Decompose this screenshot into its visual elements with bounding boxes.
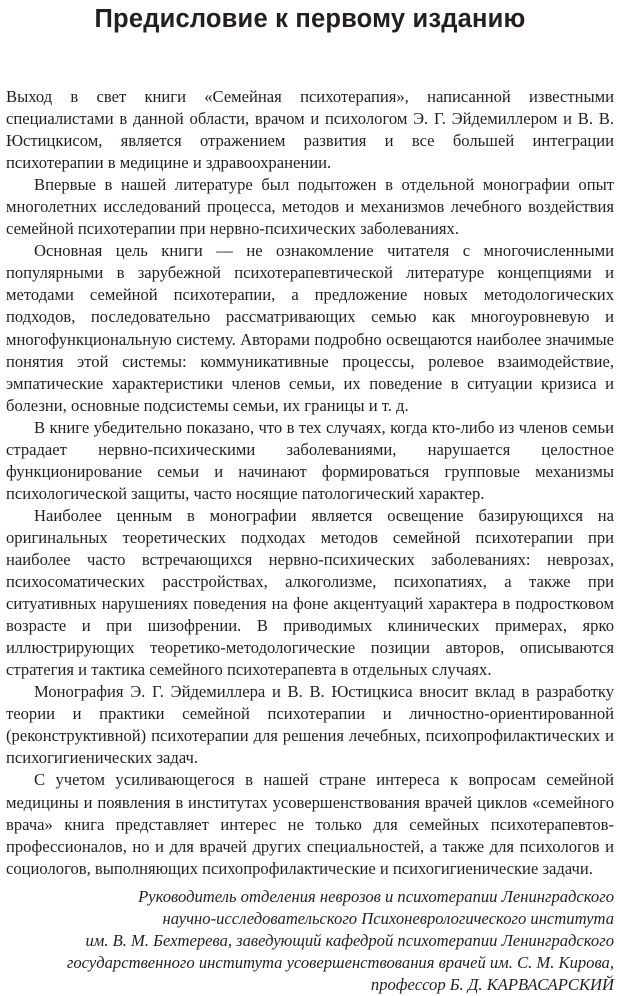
page-title: Предисловие к первому изданию xyxy=(94,5,526,33)
signature-line-2: научно-исследовательского Психоневрологического института xyxy=(162,908,614,928)
signature-line-1: Руководитель отделения неврозов и психотерапии Ленинградского xyxy=(138,886,614,906)
paragraph-1: Выход в свет книги «Семейная психотерапия», написанной известными специалистами в данной области, врачом и психологом Э. Г. Эйдемиллером и В. В. Юстицкисом, является отражением развития и все большей интеграции психотерапии в медицине и здравоохранении. xyxy=(6,87,614,173)
signature-block xyxy=(6,886,614,996)
paragraph-4: В книге убедительно показано, что в тех случаях, когда кто-либо из членов семьи страдает нервно-психическими заболеваниями, нарушается целостное функционирование семьи и начинают формироваться групповые механизмы психологической защиты, часто носящие патологический характер. xyxy=(6,417,614,503)
paragraph-6: Монография Э. Г. Эйдемиллера и В. В. Юстицкиса вносит вклад в разработку теории и практики семейной психотерапии и личностно-ориентированной (реконструктивной) психотерапии для решения лечебных, психопрофилактических и психогигиенических задач. xyxy=(6,682,614,768)
signature-line-5: профессор Б. Д. КАРВАСАРСКИЙ xyxy=(370,974,614,994)
paragraph-7: С учетом усиливающегося в нашей стране интереса к вопросам семейной медицины и появления в институтах усовершенствования врачей циклов «семейного врача» книга представляет интерес не только для семейных психотерапевтов-профессионалов, но и для врачей других специальностей, а также для психологов и социологов, выполняющих психопрофилактические и психогигиенические задачи. xyxy=(6,770,614,878)
paragraph-2: Впервые в нашей литературе был подытожен в отдельной монографии опыт многолетних исследований процесса, методов и механизмов лечебного воздействия семейной психотерапии при нервно-психических заболеваниях. xyxy=(6,175,614,239)
paragraph-3: Основная цель книги — не ознакомление читателя с многочисленными популярными в зарубежной психотерапевтической литературе концепциями и методами семейной психотерапии, а предложение новых методологических подходов, последовательно рассматривающих семью как многоуровневую и многофункциональную систему. Авторами подробно освещаются наиболее значимые понятия этой системы: коммуникативные процессы, ролевое взаимодействие, эмпатические характеристики членов семьи, их поведение в ситуации кризиса и болезни, основные подсистемы семьи, их границы и т. д. xyxy=(6,241,614,415)
signature-line-4: государственного института усовершенствования врачей им. С. М. Кирова, xyxy=(66,952,614,972)
paragraph-5: Наиболее ценным в монографии является освещение базирующихся на оригинальных теоретических подходах методов семейной психотерапии при наиболее часто встречающихся нервно-психических заболеваниях: неврозах, психосоматических расстройствах, алкоголизме, психопатиях, а также при ситуативных нарушениях поведения на фоне акцентуаций характера в подростковом возрасте и при шизофрении. В приводимых клинических примерах, ярко иллюстрирующих теоретико-методологические позиции авторов, описываются стратегия и тактика семейного психотерапевта в отдельных случаях. xyxy=(6,505,614,680)
signature-line-3: им. В. М. Бехтерева, заведующий кафедрой психотерапии Ленинградского xyxy=(85,930,614,950)
preface-body xyxy=(6,86,614,996)
